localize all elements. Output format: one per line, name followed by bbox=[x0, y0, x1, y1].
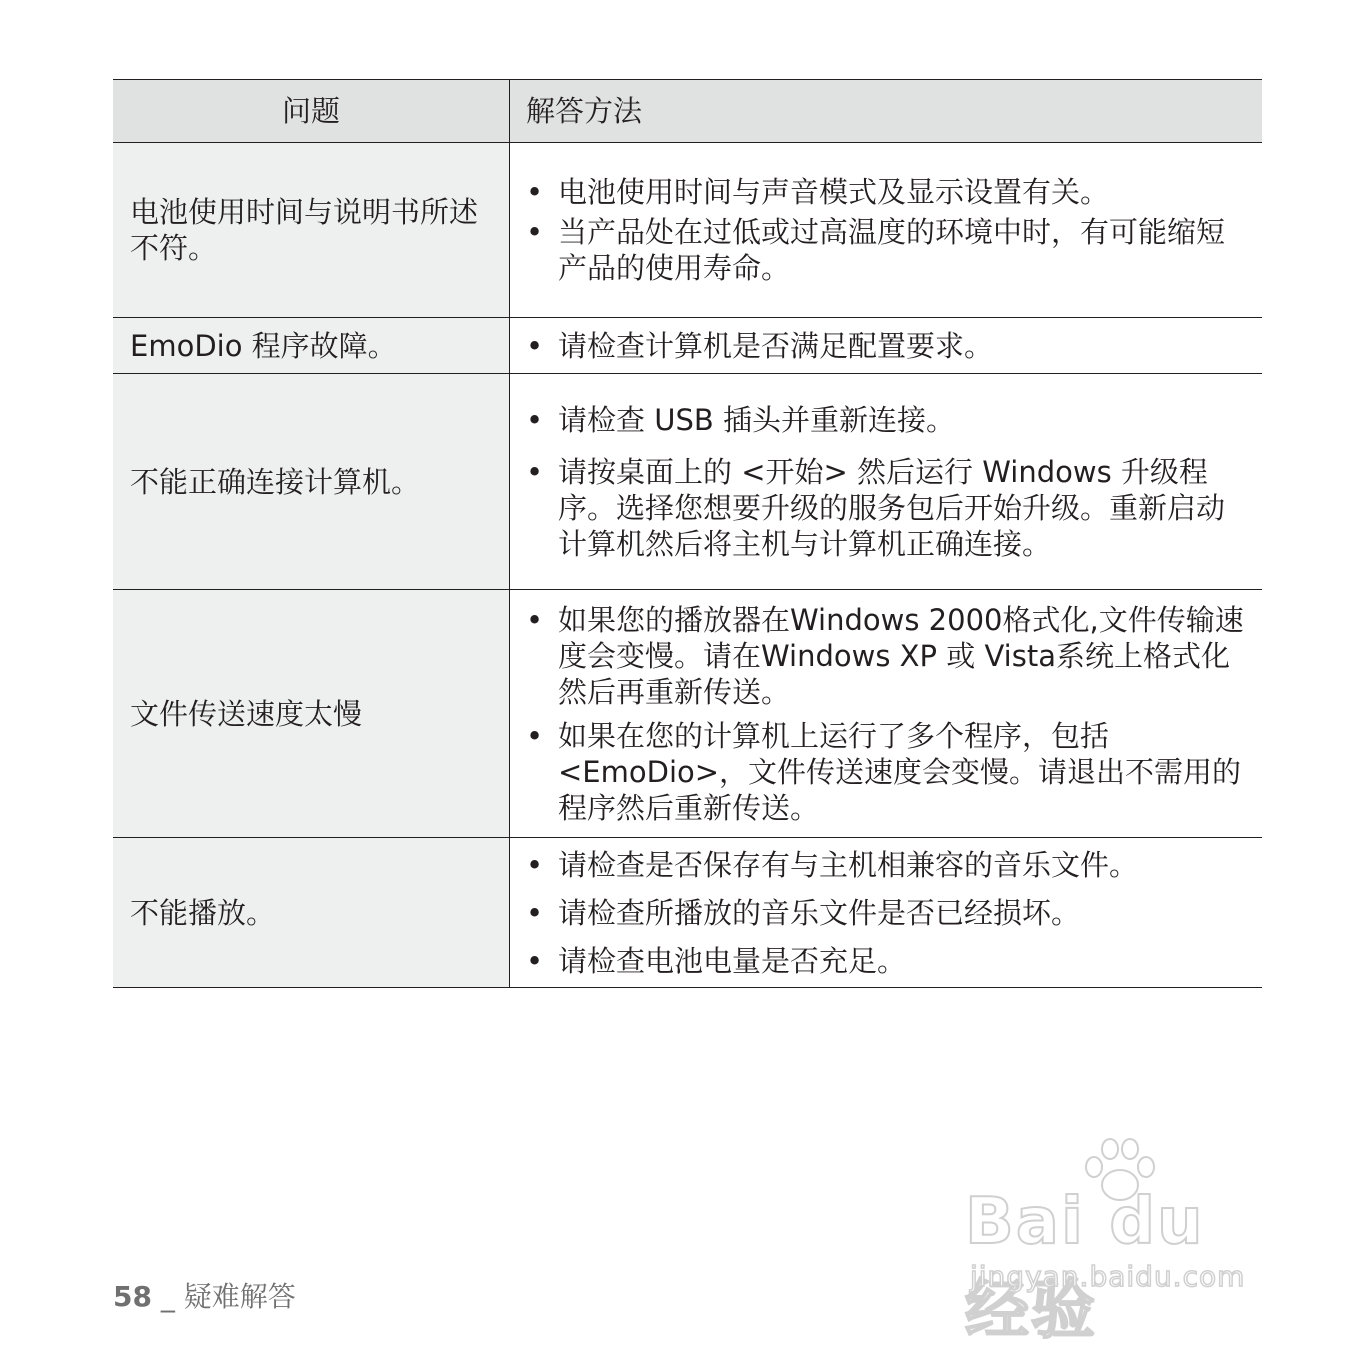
baidu-watermark bbox=[965, 1135, 1285, 1348]
solution-item: • 如果在您的计算机上运行了多个程序，包括<EmoDio>，文件传送速度会变慢。请退出不需用的程序然后重新传送。 bbox=[526, 718, 1248, 826]
header-problem: 问题 bbox=[113, 80, 510, 143]
solution-cell bbox=[510, 318, 1263, 374]
solution-list bbox=[526, 328, 1248, 364]
page-number: 58 bbox=[113, 1280, 152, 1313]
table-row bbox=[113, 838, 1262, 988]
solution-list bbox=[526, 602, 1248, 826]
solution-cell bbox=[510, 374, 1263, 590]
problem-cell: 文件传送速度太慢 bbox=[113, 590, 510, 838]
solution-list bbox=[526, 402, 1248, 562]
table-row bbox=[113, 143, 1262, 318]
section-title: 疑难解答 bbox=[183, 1280, 296, 1313]
header-solution: 解答方法 bbox=[510, 80, 1263, 143]
solution-item: • 当产品处在过低或过高温度的环境中时，有可能缩短产品的使用寿命。 bbox=[526, 214, 1248, 286]
solution-item: • 请按桌面上的 <开始> 然后运行 Windows 升级程序。选择您想要升级的服务包后开始升级。重新启动计算机然后将主机与计算机正确连接。 bbox=[526, 454, 1248, 562]
watermark-logo: Bai du 经验 bbox=[965, 1185, 1205, 1348]
table-row bbox=[113, 374, 1262, 590]
solution-item: • 请检查所播放的音乐文件是否已经损坏。 bbox=[526, 895, 1248, 931]
solution-item: • 如果您的播放器在Windows 2000格式化,文件传输速度会变慢。请在Windows XP 或 Vista系统上格式化然后再重新传送。 bbox=[526, 602, 1248, 710]
solution-item: • 请检查 USB 插头并重新连接。 bbox=[526, 402, 1248, 438]
solution-item: • 请检查计算机是否满足配置要求。 bbox=[526, 328, 1248, 364]
solution-item: • 请检查电池电量是否充足。 bbox=[526, 943, 1248, 979]
solution-cell bbox=[510, 838, 1263, 988]
troubleshooting-table bbox=[113, 79, 1262, 988]
solution-cell bbox=[510, 143, 1263, 318]
problem-cell: 不能播放。 bbox=[113, 838, 510, 988]
table-header-row bbox=[113, 80, 1262, 143]
table-row bbox=[113, 590, 1262, 838]
solution-list bbox=[526, 847, 1248, 979]
page-footer bbox=[113, 1275, 296, 1315]
problem-cell: EmoDio 程序故障。 bbox=[113, 318, 510, 374]
problem-cell: 电池使用时间与说明书所述不符。 bbox=[113, 143, 510, 318]
solution-cell bbox=[510, 590, 1263, 838]
problem-cell: 不能正确连接计算机。 bbox=[113, 374, 510, 590]
solution-list bbox=[526, 174, 1248, 286]
watermark-url: jingyan.baidu.com bbox=[970, 1260, 1246, 1293]
table-row bbox=[113, 318, 1262, 374]
solution-item: • 电池使用时间与声音模式及显示设置有关。 bbox=[526, 174, 1248, 210]
solution-item: • 请检查是否保存有与主机相兼容的音乐文件。 bbox=[526, 847, 1248, 883]
footer-separator: _ bbox=[160, 1280, 175, 1313]
